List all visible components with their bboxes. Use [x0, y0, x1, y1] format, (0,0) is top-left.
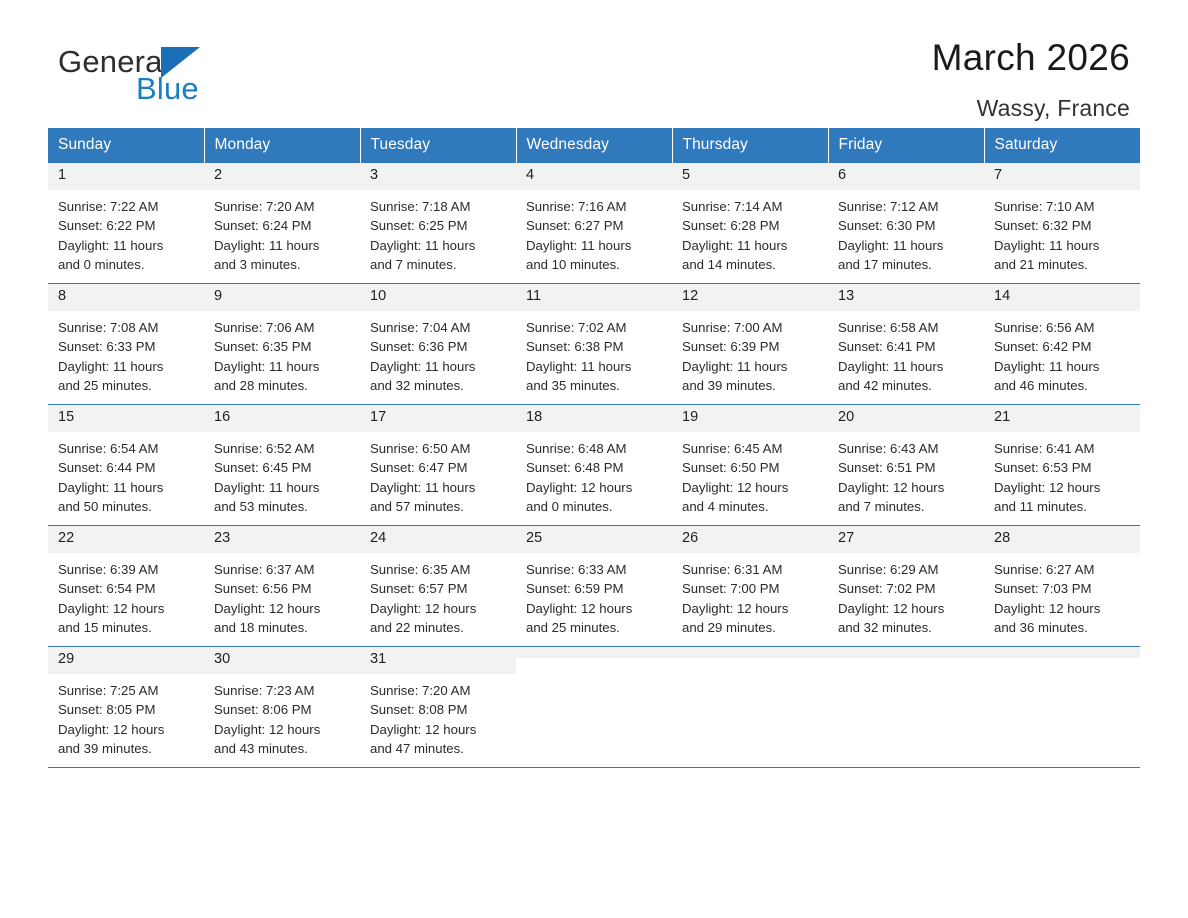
- day-sunset-text: Sunset: 6:54 PM: [58, 581, 156, 597]
- day-number: 9: [204, 284, 360, 311]
- calendar-day-cell[interactable]: [204, 405, 360, 526]
- day-sunset-text: Sunset: 6:32 PM: [994, 218, 1092, 234]
- day-sunset-text: Sunset: 6:30 PM: [838, 218, 936, 234]
- day-details: [984, 432, 1140, 517]
- day-daylight1-text: Daylight: 12 hours: [994, 600, 1101, 616]
- calendar-day-cell[interactable]: [204, 284, 360, 405]
- calendar-day-cell[interactable]: [828, 405, 984, 526]
- day-sunrise-text: Sunrise: 6:29 AM: [838, 561, 939, 577]
- day-daylight2-text: and 29 minutes.: [682, 620, 776, 636]
- logo-text-blue: Blue: [136, 71, 199, 106]
- day-details: [48, 674, 204, 759]
- day-details: [48, 432, 204, 517]
- calendar-day-cell[interactable]: [204, 526, 360, 647]
- logo-triangle-icon: [161, 47, 200, 78]
- day-number: [516, 647, 672, 658]
- weekday-header-sunday: Sunday: [48, 128, 204, 163]
- day-daylight2-text: and 7 minutes.: [370, 257, 457, 273]
- day-daylight2-text: and 32 minutes.: [838, 620, 932, 636]
- day-sunrise-text: Sunrise: 7:23 AM: [214, 682, 315, 698]
- day-daylight1-text: Daylight: 12 hours: [370, 721, 477, 737]
- day-number: 17: [360, 405, 516, 432]
- day-daylight2-text: and 21 minutes.: [994, 257, 1088, 273]
- day-number: 21: [984, 405, 1140, 432]
- day-number: 15: [48, 405, 204, 432]
- page-title: March 2026: [931, 37, 1130, 78]
- day-details: [204, 674, 360, 759]
- day-sunrise-text: Sunrise: 6:31 AM: [682, 561, 783, 577]
- day-daylight2-text: and 53 minutes.: [214, 499, 308, 515]
- day-number: 31: [360, 647, 516, 674]
- day-daylight2-text: and 39 minutes.: [58, 741, 152, 757]
- day-daylight2-text: and 22 minutes.: [370, 620, 464, 636]
- calendar-day-cell-empty: [672, 647, 828, 768]
- day-daylight1-text: Daylight: 11 hours: [58, 237, 164, 253]
- day-daylight2-text: and 57 minutes.: [370, 499, 464, 515]
- calendar-day-cell[interactable]: [204, 163, 360, 284]
- day-number: 1: [48, 163, 204, 190]
- day-daylight1-text: Daylight: 12 hours: [526, 600, 633, 616]
- day-sunset-text: Sunset: 6:24 PM: [214, 218, 312, 234]
- day-number: 30: [204, 647, 360, 674]
- day-number: 24: [360, 526, 516, 553]
- day-daylight1-text: Daylight: 12 hours: [214, 721, 321, 737]
- day-sunrise-text: Sunrise: 7:20 AM: [370, 682, 471, 698]
- day-daylight2-text: and 35 minutes.: [526, 378, 620, 394]
- day-sunrise-text: Sunrise: 7:10 AM: [994, 198, 1095, 214]
- day-sunrise-text: Sunrise: 6:50 AM: [370, 440, 471, 456]
- calendar-table: [48, 128, 1140, 768]
- day-details: [204, 311, 360, 396]
- day-daylight2-text: and 25 minutes.: [526, 620, 620, 636]
- day-daylight2-text: and 3 minutes.: [214, 257, 301, 273]
- day-sunset-text: Sunset: 6:47 PM: [370, 460, 468, 476]
- calendar-day-cell-empty: [984, 647, 1140, 768]
- day-details: [360, 190, 516, 275]
- day-details: [828, 190, 984, 275]
- day-details: [360, 674, 516, 759]
- day-details: [204, 432, 360, 517]
- day-details: [516, 553, 672, 638]
- day-sunset-text: Sunset: 6:35 PM: [214, 339, 312, 355]
- day-details: [516, 190, 672, 275]
- calendar-week-row: [48, 163, 1140, 284]
- day-number: 22: [48, 526, 204, 553]
- day-sunset-text: Sunset: 7:00 PM: [682, 581, 780, 597]
- day-daylight1-text: Daylight: 11 hours: [994, 358, 1100, 374]
- day-sunrise-text: Sunrise: 7:22 AM: [58, 198, 159, 214]
- calendar-day-cell[interactable]: [828, 526, 984, 647]
- day-daylight1-text: Daylight: 11 hours: [214, 479, 320, 495]
- day-sunset-text: Sunset: 6:56 PM: [214, 581, 312, 597]
- day-sunset-text: Sunset: 6:28 PM: [682, 218, 780, 234]
- day-details: [984, 190, 1140, 275]
- day-details: [672, 432, 828, 517]
- day-sunrise-text: Sunrise: 6:35 AM: [370, 561, 471, 577]
- day-sunset-text: Sunset: 8:06 PM: [214, 702, 312, 718]
- day-sunrise-text: Sunrise: 6:45 AM: [682, 440, 783, 456]
- day-sunset-text: Sunset: 6:22 PM: [58, 218, 156, 234]
- day-daylight2-text: and 17 minutes.: [838, 257, 932, 273]
- day-sunset-text: Sunset: 6:41 PM: [838, 339, 936, 355]
- weekday-header-thursday: Thursday: [672, 128, 828, 163]
- logo-text-general: General: [58, 44, 170, 79]
- calendar-day-cell[interactable]: [828, 163, 984, 284]
- day-sunrise-text: Sunrise: 6:58 AM: [838, 319, 939, 335]
- day-details: [48, 311, 204, 396]
- day-sunrise-text: Sunrise: 6:27 AM: [994, 561, 1095, 577]
- day-number: [984, 647, 1140, 658]
- day-sunrise-text: Sunrise: 7:16 AM: [526, 198, 627, 214]
- day-daylight1-text: Daylight: 11 hours: [58, 358, 164, 374]
- day-daylight2-text: and 18 minutes.: [214, 620, 308, 636]
- day-sunset-text: Sunset: 6:38 PM: [526, 339, 624, 355]
- day-number: 23: [204, 526, 360, 553]
- day-sunset-text: Sunset: 7:02 PM: [838, 581, 936, 597]
- day-sunrise-text: Sunrise: 7:14 AM: [682, 198, 783, 214]
- day-daylight1-text: Daylight: 12 hours: [838, 479, 945, 495]
- day-number: 6: [828, 163, 984, 190]
- location-subtitle: Wassy, France: [976, 94, 1130, 121]
- day-number: 12: [672, 284, 828, 311]
- calendar-day-cell[interactable]: [984, 405, 1140, 526]
- calendar-day-cell[interactable]: [48, 526, 204, 647]
- day-details: [204, 553, 360, 638]
- day-daylight1-text: Daylight: 12 hours: [838, 600, 945, 616]
- day-daylight2-text: and 14 minutes.: [682, 257, 776, 273]
- day-details: [360, 311, 516, 396]
- day-sunrise-text: Sunrise: 6:43 AM: [838, 440, 939, 456]
- calendar-day-cell[interactable]: [672, 405, 828, 526]
- calendar-day-cell[interactable]: [360, 284, 516, 405]
- day-daylight1-text: Daylight: 12 hours: [58, 721, 165, 737]
- day-number: [828, 647, 984, 658]
- calendar-day-cell[interactable]: [984, 526, 1140, 647]
- day-daylight1-text: Daylight: 12 hours: [994, 479, 1101, 495]
- calendar-day-cell[interactable]: [516, 405, 672, 526]
- day-sunrise-text: Sunrise: 7:25 AM: [58, 682, 159, 698]
- day-details: [984, 311, 1140, 396]
- day-sunset-text: Sunset: 6:53 PM: [994, 460, 1092, 476]
- day-daylight1-text: Daylight: 11 hours: [682, 358, 788, 374]
- day-daylight1-text: Daylight: 11 hours: [370, 237, 476, 253]
- calendar-day-cell[interactable]: [204, 647, 360, 768]
- day-details: [204, 190, 360, 275]
- day-number: 7: [984, 163, 1140, 190]
- day-details: [828, 553, 984, 638]
- day-daylight1-text: Daylight: 12 hours: [214, 600, 321, 616]
- day-number: 16: [204, 405, 360, 432]
- day-sunrise-text: Sunrise: 7:12 AM: [838, 198, 939, 214]
- day-number: 8: [48, 284, 204, 311]
- day-daylight1-text: Daylight: 12 hours: [370, 600, 477, 616]
- weekday-header-monday: Monday: [204, 128, 360, 163]
- day-sunset-text: Sunset: 7:03 PM: [994, 581, 1092, 597]
- logo[interactable]: [58, 46, 199, 104]
- day-number: 26: [672, 526, 828, 553]
- day-daylight1-text: Daylight: 12 hours: [682, 600, 789, 616]
- day-sunset-text: Sunset: 6:45 PM: [214, 460, 312, 476]
- weekday-header-wednesday: Wednesday: [516, 128, 672, 163]
- calendar-day-cell[interactable]: [828, 284, 984, 405]
- day-sunset-text: Sunset: 6:51 PM: [838, 460, 936, 476]
- day-sunrise-text: Sunrise: 7:18 AM: [370, 198, 471, 214]
- day-daylight2-text: and 32 minutes.: [370, 378, 464, 394]
- day-sunrise-text: Sunrise: 6:37 AM: [214, 561, 315, 577]
- day-daylight1-text: Daylight: 11 hours: [838, 237, 944, 253]
- day-number: 10: [360, 284, 516, 311]
- calendar-week-row: [48, 647, 1140, 768]
- calendar-week-row: [48, 526, 1140, 647]
- calendar-day-cell[interactable]: [360, 647, 516, 768]
- day-daylight1-text: Daylight: 11 hours: [214, 237, 320, 253]
- calendar-week-row: [48, 405, 1140, 526]
- day-number: 4: [516, 163, 672, 190]
- day-daylight2-text: and 4 minutes.: [682, 499, 769, 515]
- day-sunset-text: Sunset: 8:08 PM: [370, 702, 468, 718]
- calendar-body: [48, 163, 1140, 768]
- calendar-day-cell[interactable]: [360, 526, 516, 647]
- day-daylight2-text: and 0 minutes.: [526, 499, 613, 515]
- weekday-header-row: [48, 128, 1140, 163]
- day-sunrise-text: Sunrise: 7:20 AM: [214, 198, 315, 214]
- day-daylight1-text: Daylight: 12 hours: [682, 479, 789, 495]
- day-daylight1-text: Daylight: 12 hours: [58, 600, 165, 616]
- day-sunset-text: Sunset: 6:27 PM: [526, 218, 624, 234]
- day-sunset-text: Sunset: 6:59 PM: [526, 581, 624, 597]
- weekday-header-saturday: Saturday: [984, 128, 1140, 163]
- day-details: [828, 432, 984, 517]
- weekday-header-friday: Friday: [828, 128, 984, 163]
- day-number: 18: [516, 405, 672, 432]
- day-sunrise-text: Sunrise: 6:33 AM: [526, 561, 627, 577]
- weekday-header-tuesday: Tuesday: [360, 128, 516, 163]
- day-sunset-text: Sunset: 8:05 PM: [58, 702, 156, 718]
- day-details: [360, 432, 516, 517]
- day-details: [984, 553, 1140, 638]
- day-daylight1-text: Daylight: 11 hours: [838, 358, 944, 374]
- day-number: 20: [828, 405, 984, 432]
- calendar-day-cell[interactable]: [48, 405, 204, 526]
- day-sunrise-text: Sunrise: 7:02 AM: [526, 319, 627, 335]
- day-daylight2-text: and 0 minutes.: [58, 257, 145, 273]
- day-number: 2: [204, 163, 360, 190]
- day-sunrise-text: Sunrise: 6:54 AM: [58, 440, 159, 456]
- calendar-day-cell[interactable]: [360, 405, 516, 526]
- calendar-day-cell[interactable]: [48, 647, 204, 768]
- day-daylight2-text: and 39 minutes.: [682, 378, 776, 394]
- day-details: [672, 311, 828, 396]
- day-daylight2-text: and 47 minutes.: [370, 741, 464, 757]
- calendar-day-cell[interactable]: [984, 163, 1140, 284]
- day-daylight1-text: Daylight: 11 hours: [214, 358, 320, 374]
- day-details: [48, 190, 204, 275]
- day-daylight2-text: and 25 minutes.: [58, 378, 152, 394]
- calendar-day-cell-empty: [516, 647, 672, 768]
- day-daylight2-text: and 15 minutes.: [58, 620, 152, 636]
- calendar-day-cell[interactable]: [360, 163, 516, 284]
- calendar-day-cell[interactable]: [672, 526, 828, 647]
- day-daylight1-text: Daylight: 11 hours: [58, 479, 164, 495]
- day-number: 27: [828, 526, 984, 553]
- day-sunset-text: Sunset: 6:42 PM: [994, 339, 1092, 355]
- day-daylight1-text: Daylight: 11 hours: [370, 358, 476, 374]
- calendar-day-cell-empty: [828, 647, 984, 768]
- page-header: [48, 0, 1140, 120]
- day-sunrise-text: Sunrise: 6:41 AM: [994, 440, 1095, 456]
- day-sunrise-text: Sunrise: 7:08 AM: [58, 319, 159, 335]
- day-daylight2-text: and 7 minutes.: [838, 499, 925, 515]
- day-sunrise-text: Sunrise: 6:39 AM: [58, 561, 159, 577]
- day-number: [672, 647, 828, 658]
- day-daylight2-text: and 46 minutes.: [994, 378, 1088, 394]
- day-sunset-text: Sunset: 6:57 PM: [370, 581, 468, 597]
- day-daylight1-text: Daylight: 11 hours: [682, 237, 788, 253]
- day-details: [516, 311, 672, 396]
- day-number: 3: [360, 163, 516, 190]
- day-sunset-text: Sunset: 6:39 PM: [682, 339, 780, 355]
- calendar-day-cell[interactable]: [48, 284, 204, 405]
- day-sunset-text: Sunset: 6:36 PM: [370, 339, 468, 355]
- calendar-day-cell[interactable]: [672, 163, 828, 284]
- title-block: [932, 38, 1130, 122]
- day-details: [360, 553, 516, 638]
- day-sunset-text: Sunset: 6:44 PM: [58, 460, 156, 476]
- day-sunrise-text: Sunrise: 7:00 AM: [682, 319, 783, 335]
- day-sunset-text: Sunset: 6:25 PM: [370, 218, 468, 234]
- day-daylight2-text: and 36 minutes.: [994, 620, 1088, 636]
- day-daylight2-text: and 28 minutes.: [214, 378, 308, 394]
- day-number: 19: [672, 405, 828, 432]
- day-number: 13: [828, 284, 984, 311]
- day-sunset-text: Sunset: 6:33 PM: [58, 339, 156, 355]
- day-number: 14: [984, 284, 1140, 311]
- day-sunset-text: Sunset: 6:50 PM: [682, 460, 780, 476]
- day-daylight2-text: and 43 minutes.: [214, 741, 308, 757]
- calendar-day-cell[interactable]: [516, 526, 672, 647]
- day-number: 11: [516, 284, 672, 311]
- day-daylight1-text: Daylight: 11 hours: [526, 237, 632, 253]
- calendar-day-cell[interactable]: [516, 163, 672, 284]
- day-daylight1-text: Daylight: 11 hours: [994, 237, 1100, 253]
- day-daylight2-text: and 11 minutes.: [994, 499, 1087, 515]
- day-daylight1-text: Daylight: 12 hours: [526, 479, 633, 495]
- day-daylight2-text: and 42 minutes.: [838, 378, 932, 394]
- day-details: [828, 311, 984, 396]
- calendar-day-cell[interactable]: [672, 284, 828, 405]
- day-details: [48, 553, 204, 638]
- calendar-week-row: [48, 284, 1140, 405]
- day-sunrise-text: Sunrise: 6:56 AM: [994, 319, 1095, 335]
- day-daylight1-text: Daylight: 11 hours: [370, 479, 476, 495]
- day-number: 5: [672, 163, 828, 190]
- day-daylight2-text: and 10 minutes.: [526, 257, 620, 273]
- day-daylight1-text: Daylight: 11 hours: [526, 358, 632, 374]
- day-details: [672, 553, 828, 638]
- calendar-day-cell[interactable]: [984, 284, 1140, 405]
- day-details: [516, 432, 672, 517]
- day-sunset-text: Sunset: 6:48 PM: [526, 460, 624, 476]
- day-details: [672, 190, 828, 275]
- day-sunrise-text: Sunrise: 6:52 AM: [214, 440, 315, 456]
- calendar-day-cell[interactable]: [516, 284, 672, 405]
- calendar-day-cell[interactable]: [48, 163, 204, 284]
- day-daylight2-text: and 50 minutes.: [58, 499, 152, 515]
- day-number: 25: [516, 526, 672, 553]
- day-number: 29: [48, 647, 204, 674]
- day-number: 28: [984, 526, 1140, 553]
- day-sunrise-text: Sunrise: 7:06 AM: [214, 319, 315, 335]
- day-sunrise-text: Sunrise: 6:48 AM: [526, 440, 627, 456]
- day-sunrise-text: Sunrise: 7:04 AM: [370, 319, 471, 335]
